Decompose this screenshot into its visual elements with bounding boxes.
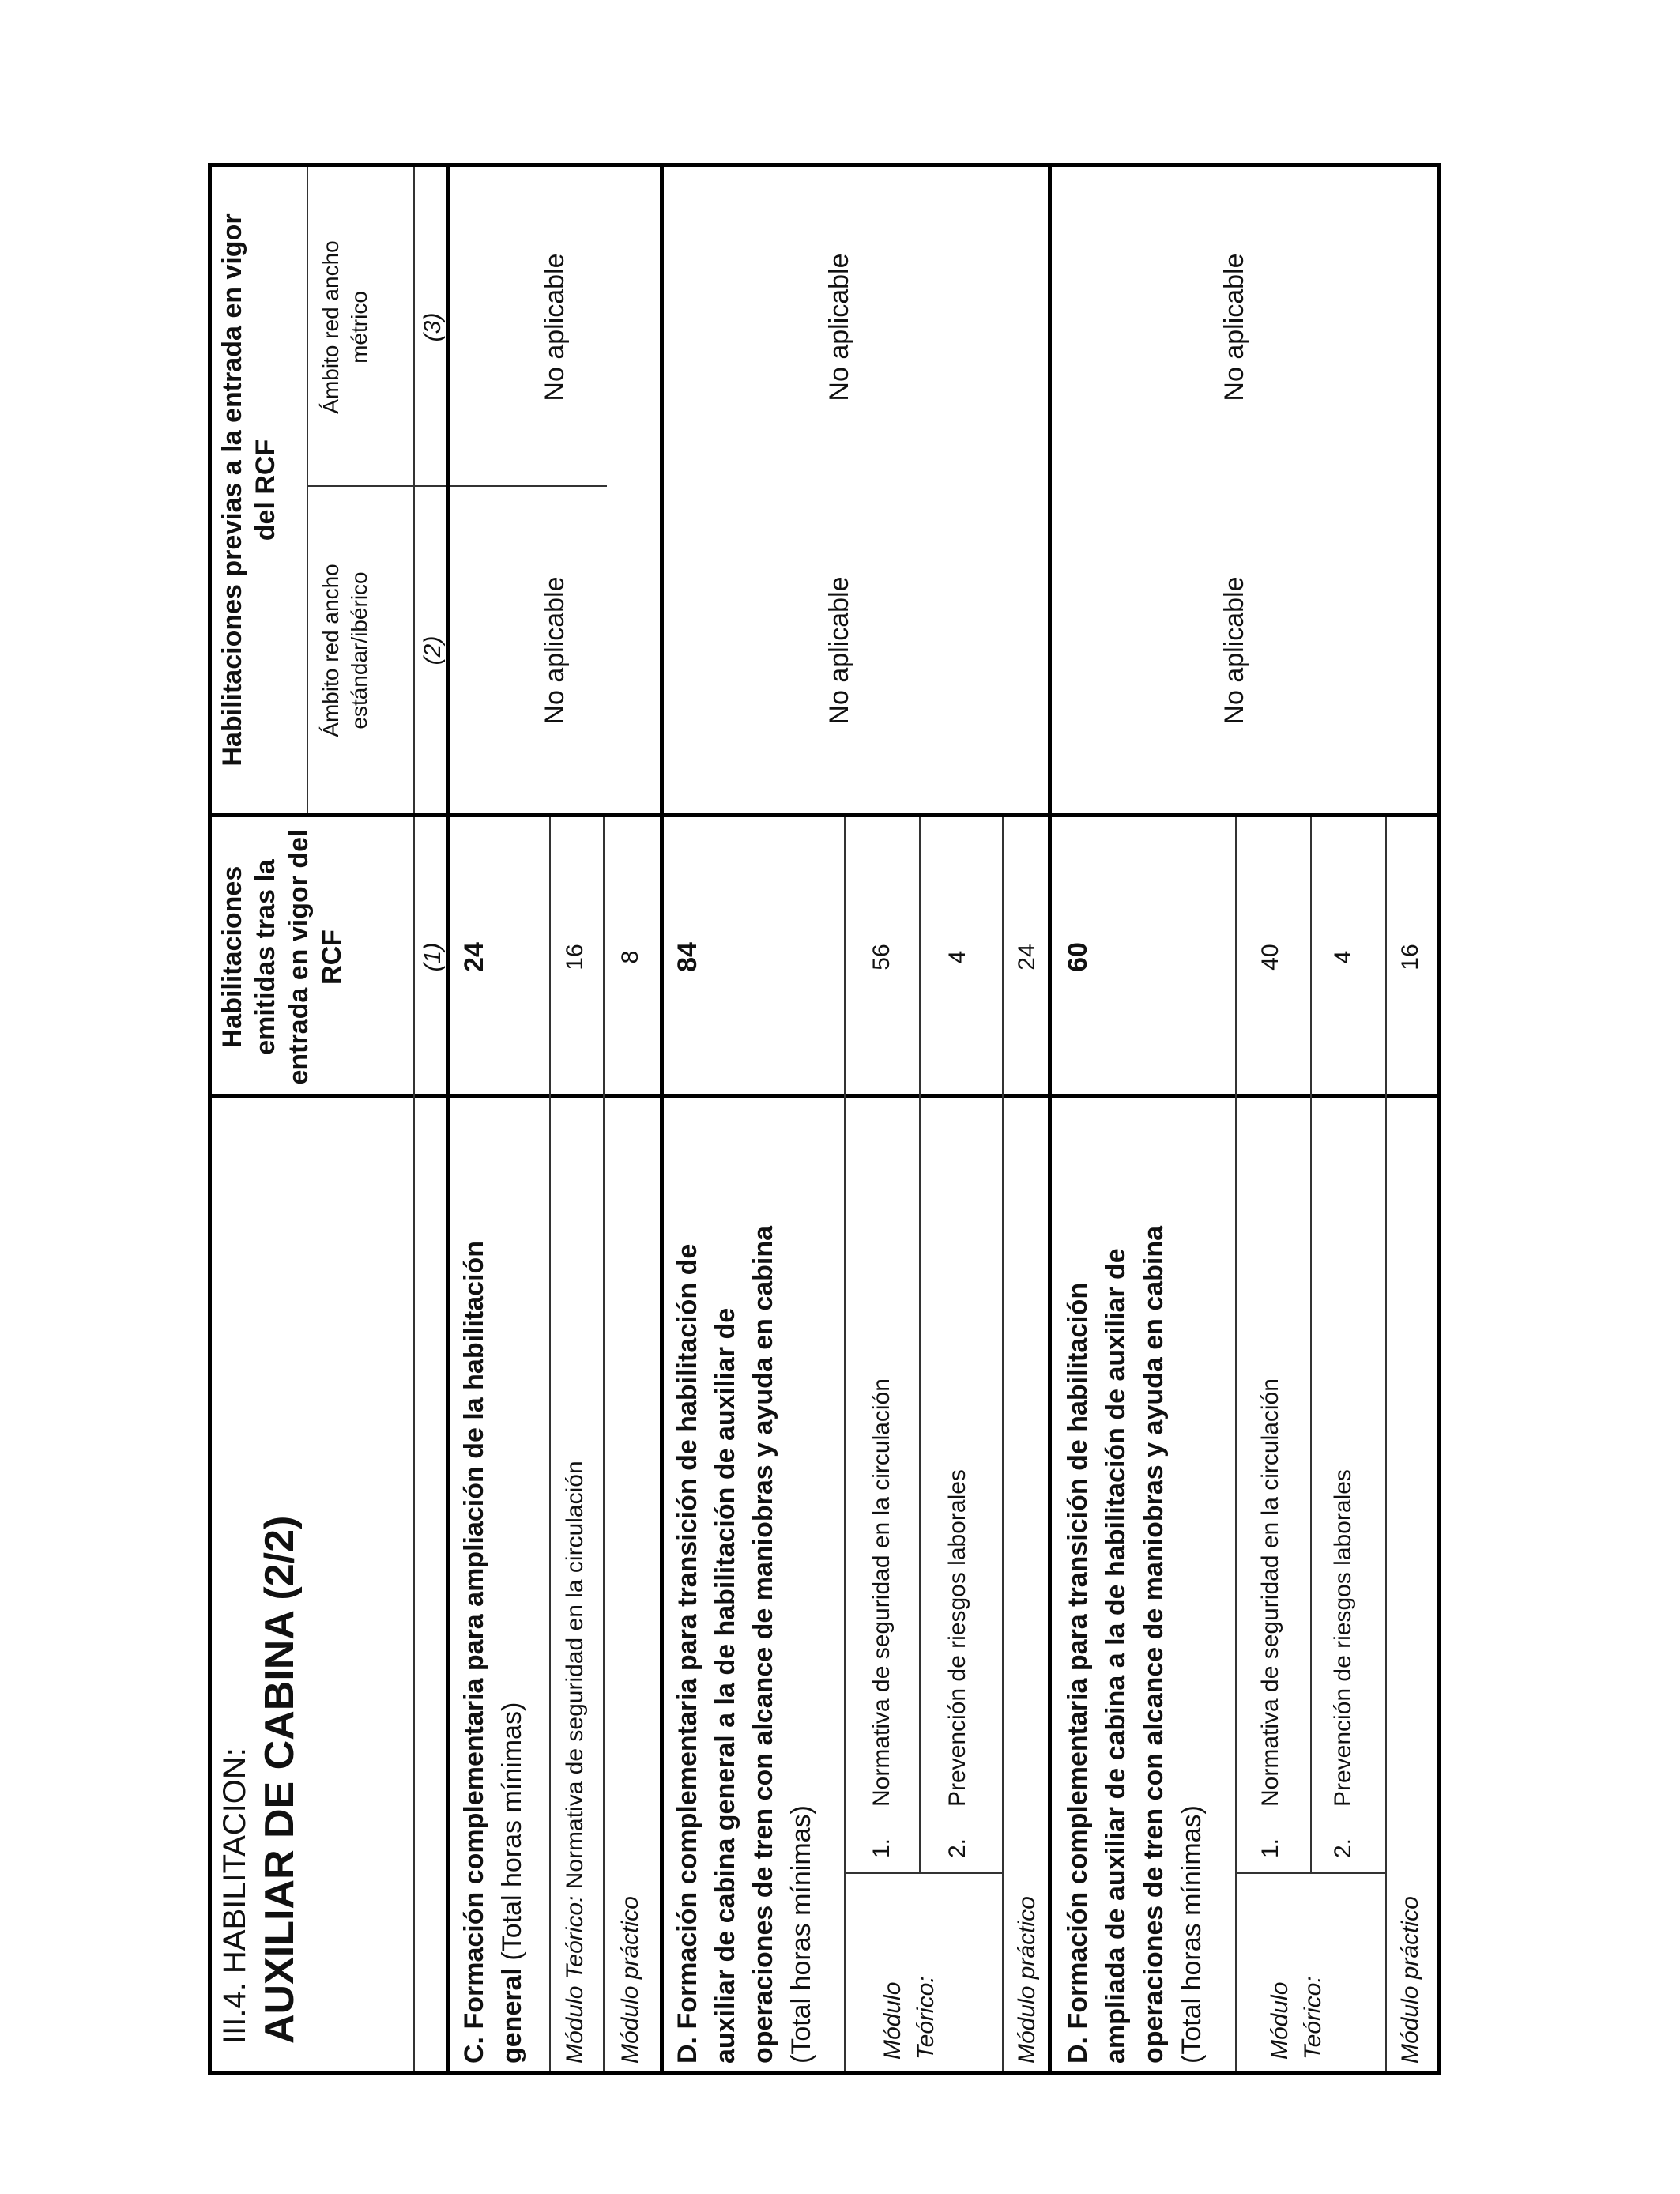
col2-title-line2: estándar/ibérico <box>347 571 371 729</box>
habilitacion-table <box>208 163 1441 2075</box>
section-d2-title-line3: operaciones de tren con alcance de maniobras y ayuda en cabina <box>1139 1225 1169 2064</box>
section-d1-top <box>660 163 664 2075</box>
section-d1-item1-text: Normativa de seguridad en la circulación <box>868 1378 895 1807</box>
section-d1-practico-label: Módulo práctico <box>1014 1896 1040 2064</box>
table-border-left <box>208 2071 1441 2075</box>
table-border-bottom <box>1437 163 1441 2075</box>
section-c-practico-hours: 8 <box>617 950 643 964</box>
section-d1-item1-num: 1. <box>868 1838 895 1858</box>
col3-title-line1: Ámbito red ancho <box>318 240 343 414</box>
d2-row-divider-2 <box>1385 817 1387 2071</box>
table-border-top <box>208 163 212 2075</box>
section-d2-title-line2: ampliada de auxiliar de cabina a la de habilitación de auxiliar de <box>1101 1248 1131 2064</box>
group-title-line1: Habilitaciones previas a la entrada en vigor <box>217 213 247 767</box>
section-d2-modulo-label-1: Módulo <box>1267 1981 1293 2060</box>
section-d1-col3-value: No aplicable <box>824 253 854 401</box>
section-d2-title-line1: D. Formación complementaria para transición de habilitación <box>1063 1282 1093 2064</box>
section-d2-practico-hours: 16 <box>1397 944 1423 971</box>
section-d1-practico-hours: 24 <box>1014 944 1040 971</box>
section-c-teorico-text: Normativa de seguridad en la circulación <box>562 1461 588 1896</box>
section-d1-item2-num: 2. <box>944 1838 970 1858</box>
d2-item-divider <box>1310 817 1312 1874</box>
column-separator-2 <box>208 813 1441 817</box>
section-d1-title-line4: (Total horas mínimas) <box>786 1805 816 2064</box>
section-c-practico-label: Módulo práctico <box>617 1896 643 2064</box>
c-row-divider-1 <box>549 817 551 2071</box>
section-c-title-total: (Total horas mínimas) <box>497 1702 527 1969</box>
column-separator-3 <box>307 485 607 487</box>
col1-number: (1) <box>420 942 446 972</box>
section-d2-top <box>1048 163 1052 2075</box>
section-d2-modulo-label-2: Teórico: <box>1300 1976 1326 2060</box>
d1-item-divider <box>919 817 921 1874</box>
section-d2-item1-num: 1. <box>1257 1838 1283 1858</box>
section-d1-title-line2: auxiliar de cabina general a la de habilitación de auxiliar de <box>710 1307 740 2064</box>
section-d2-total-hours: 60 <box>1063 942 1093 972</box>
d1-row-divider-1 <box>844 817 846 2071</box>
section-c-title-line1: C. Formación complementaria para ampliación de la habilitación <box>459 1240 489 2064</box>
section-c-col3-value: No aplicable <box>540 253 570 401</box>
col1-title-line3: entrada en vigor del <box>284 829 314 1085</box>
section-d2-item1-hours: 40 <box>1257 944 1283 971</box>
col1-title-line4: RCF <box>317 929 347 985</box>
d1-row-divider-2 <box>1002 817 1004 2071</box>
section-c-teorico-hours: 16 <box>562 944 588 971</box>
section-c-total-hours: 24 <box>459 942 489 972</box>
header-num-divider-right <box>413 167 415 813</box>
section-heading: III.4. HABILITACION: <box>217 1747 252 2044</box>
section-d2-title-line4: (Total horas mínimas) <box>1177 1805 1207 2064</box>
section-d2-col2-value: No aplicable <box>1219 576 1249 725</box>
section-d1-item2-text: Prevención de riesgos laborales <box>944 1469 970 1807</box>
section-d1-total-hours: 84 <box>672 942 703 972</box>
section-c-title-line2 <box>497 1702 527 2064</box>
page-title: AUXILIAR DE CABINA (2/2) <box>257 1515 303 2044</box>
section-c-title-general: general <box>497 1968 527 2064</box>
section-c-teorico-label: Módulo Teórico: <box>562 1895 588 2064</box>
c-row-divider-2 <box>603 817 605 2071</box>
section-d2-item2-num: 2. <box>1330 1838 1356 1858</box>
section-d1-modulo-label-1: Módulo <box>880 1981 906 2060</box>
col2-title-line1: Ámbito red ancho <box>318 564 343 737</box>
section-d2-item1-text: Normativa de seguridad en la circulación <box>1257 1378 1283 1807</box>
d2-row-divider-1 <box>1235 817 1237 2071</box>
d1-modulo-divider <box>844 1872 1002 1874</box>
section-d1-item2-hours: 4 <box>944 950 970 964</box>
section-d2-item2-hours: 4 <box>1330 950 1356 964</box>
table-border-right <box>208 163 1441 167</box>
col3-number: (3) <box>420 312 446 342</box>
section-d1-title-line3: operaciones de tren con alcance de maniobras y ayuda en cabina <box>748 1225 778 2064</box>
section-c-teorico-row <box>562 1461 589 2064</box>
section-d2-practico-label: Módulo práctico <box>1397 1896 1423 2064</box>
section-c-top <box>446 163 450 2075</box>
section-d1-col2-value: No aplicable <box>824 576 854 725</box>
col3-title-line2: métrico <box>347 291 371 364</box>
section-c-col2-value: No aplicable <box>540 576 570 725</box>
section-d1-item1-hours: 56 <box>868 944 895 971</box>
col2-number: (2) <box>420 635 446 665</box>
group-title-line2: del RCF <box>250 439 281 541</box>
section-d1-title-line1: D. Formación complementaria para transición de habilitación de <box>672 1243 703 2064</box>
header-num-divider-mid <box>413 817 415 1094</box>
section-d1-modulo-label-2: Teórico: <box>913 1976 939 2060</box>
col1-title-line1: Habilitaciones <box>217 865 247 1049</box>
column-separator-1 <box>208 1094 1441 1098</box>
group-header-divider <box>307 167 308 813</box>
col1-title-line2: emitidas tras la <box>250 859 281 1055</box>
section-d2-col3-value: No aplicable <box>1219 253 1249 401</box>
d2-modulo-divider <box>1235 1872 1385 1874</box>
section-d2-item2-text: Prevención de riesgos laborales <box>1330 1469 1356 1807</box>
